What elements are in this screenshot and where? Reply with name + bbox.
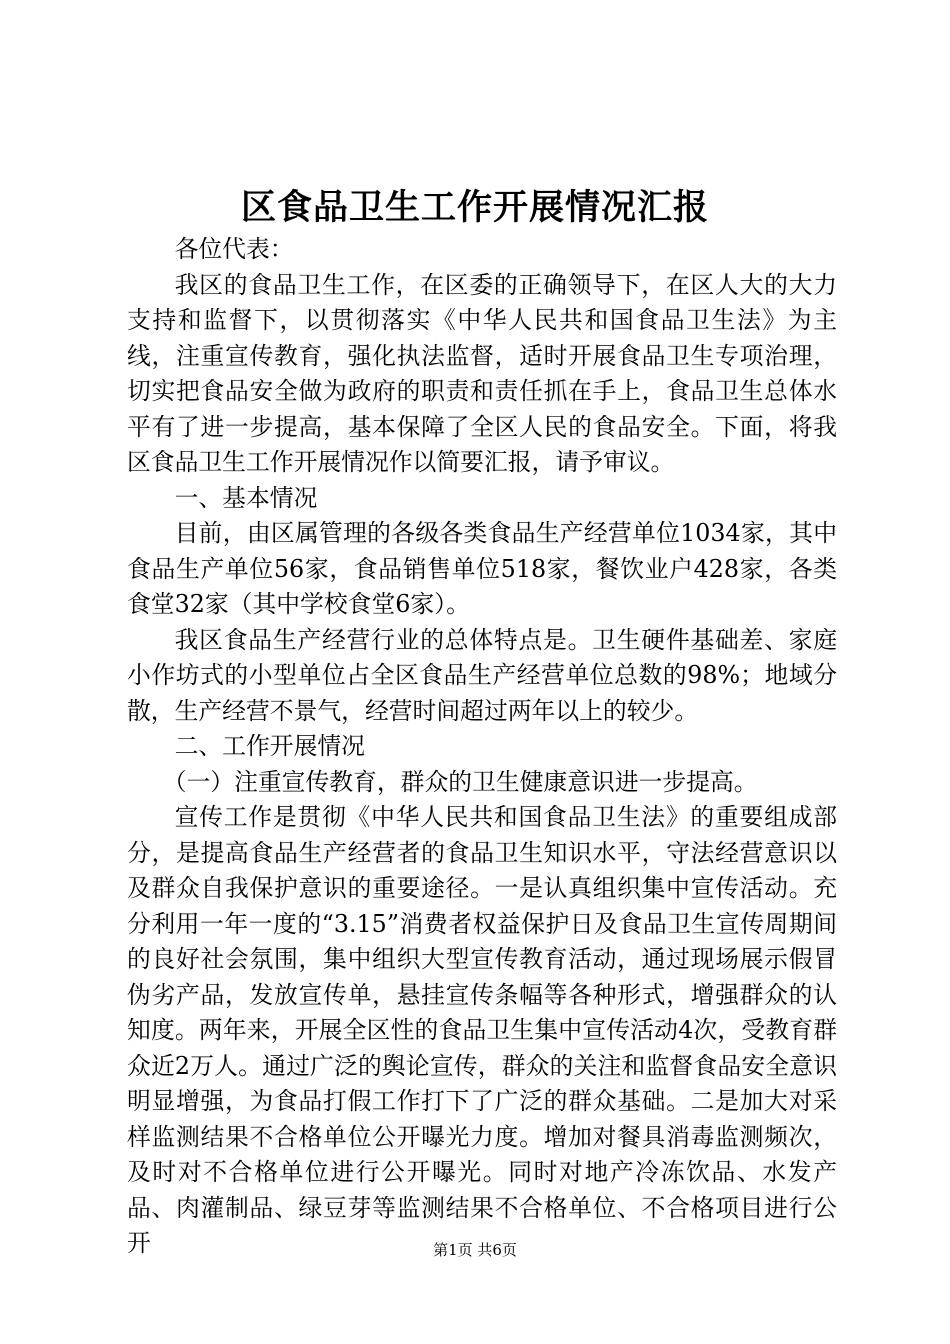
intro-paragraph: 我区的食品卫生工作，在区委的正确领导下，在区人大的大力支持和监督下，以贯彻落实《中华人民共和国食品卫生法》为主线，注重宣传教育，强化执法监督，适时开展食品卫生专项治理，切实把食品安全做为政府的职责和责任抓在手上，食品卫生总体水平有了进一步提高，基本保障了全区人民的食品安全。下面，将我区食品卫生工作开展情况作以简要汇报，请予审议。	[127, 270, 837, 476]
basic-paragraph-2: 我区食品生产经营行业的总体特点是。卫生硬件基础差、家庭小作坊式的小型单位占全区食品生产经营单位总数的98%；地域分散，生产经营不景气，经营时间超过两年以上的较少。	[127, 625, 837, 725]
section-heading-work: 二、工作开展情况	[174, 732, 365, 760]
salutation: 各位代表：	[174, 235, 294, 263]
work-paragraph-1: 宣传工作是贯彻《中华人民共和国食品卫生法》的重要组成部分，是提高食品生产经营者的食品卫生知识水平，守法经营意识以及群众自我保护意识的重要途径。一是认真组织集中宣传活动。充分利用一年一度的“3.15”消费者权益保护日及食品卫生宣传周期间的良好社会氛围，集中组织大型宣传教育活动，通过现场展示假冒伪劣产品，发放宣传单，悬挂宣传条幅等各种形式，增强群众的认知度。两年来，开展全区性的食品卫生集中宣传活动4次，受教育群众近2万人。通过广泛的舆论宣传，群众的关注和监督食品安全意识明显增强，为食品打假工作打下了广泛的群众基础。二是加大对采样监测结果不合格单位公开曝光力度。增加对餐具消毒监测频次，及时对不合格单位进行公开曝光。同时对地产冷冻饮品、水发产品、肉灌制品、绿豆芽等监测结果不合格单位、不合格项目进行公开	[127, 803, 837, 1257]
document-title: 区食品卫生工作开展情况汇报	[240, 187, 709, 228]
page-footer: 第1页 共6页	[433, 1241, 517, 1259]
section-heading-basic: 一、基本情况	[174, 483, 318, 512]
document-body	[127, 232, 837, 1262]
basic-paragraph-1: 目前，由区属管理的各级各类食品生产经营单位1034家，其中食品生产单位56家，食品销售单位518家，餐饮业户428家，各类食堂32家（其中学校食堂6家）。	[127, 519, 837, 618]
subsection-heading-1: （一）注重宣传教育，群众的卫生健康意识进一步提高。	[162, 767, 758, 796]
